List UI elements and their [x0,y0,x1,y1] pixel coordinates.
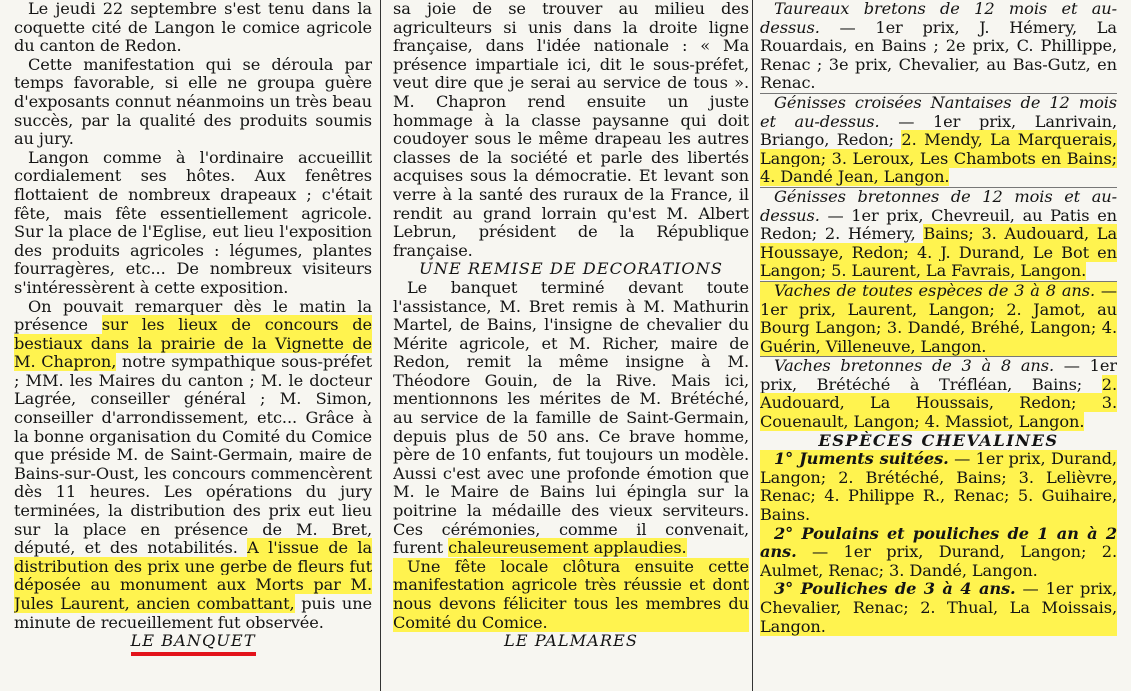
prize-entry: Vaches de toutes espèces de 3 à 8 ans. — 1er prix, Laurent, Langon; 2. Jamot, au Bourg Langon; 3. Dandé, Bréhé, Langon; 4. Guérin, Villeneuve, Langon. [760,280,1117,356]
prize-entry: Génisses croisées Nantaises de 12 mois et au-dessus. — 1er prix, Lanrivain, Briango, Redon; 2. Mendy, La Marquerais, Langon; 3. Leroux, Les Chambots en Bains; 4. Dandé Jean, Langon. [760,92,1117,187]
heading-banquet: LE BANQUET [14,632,372,651]
heading-decorations: UNE REMISE DE DECORATIONS [419,259,723,279]
heading-chevalines: ESPÈCES CHEVALINES [818,430,1059,450]
highlight-applause: chaleureusement applaudies. [448,538,687,558]
paragraph-speech: sa joie de se trouver au milieu des agriculteurs si unis dans la droite ligne française, dans l'idée nationale : « Ma présence impartiale ici, dit le sous-préfet, veut dire que je serai au service de tous ». M. Chapron rend ensuite un juste hommage à la classe paysanne qui doit coudoyer sous le même drapeau les autres classes de la société et parle des libertés acquises sous la démocratie. Et levant son verre à la santé des ruraux de la France, il rendit au grand lorrain qu'est M. Albert Lebrun, président de la République française. [393,0,749,260]
prize-entry: Taureaux bretons de 12 mois et au-dessus. — 1er prix, J. Hémery, La Rouardais, en Bains ; 2e prix, C. Phillippe, Renac ; 3e prix, Chevalier, au Bas-Gutz, en Renac. [760,0,1117,93]
column-2 [393,0,749,691]
paragraph-decorations: Le banquet terminé devant toute l'assistance, M. Bret remis à M. Mathurin Martel, de Bains, l'insigne de chevalier du Mérite agricole, et M. Richer, maire de Redon, remit la même insigne à M. Théodore Gouin, de la Rive. Mais ici, mentionnons les mérites de M. Brétéché, au service de la famille de Saint-Germain, depuis plus de 50 ans. Ce brave homme, père de 10 enfants, fut toujours un modèle. Aussi c'est avec une profonde émotion que M. le Maire de Bains lui épingla sur la poitrine la médaille des vieux serviteurs. Ces cérémonies, comme il convenait, furent chaleureusement applaudies. [393,277,749,558]
column-divider [752,0,753,691]
column-divider [380,0,381,691]
paragraph-presence: On pouvait remarquer dès le matin la présence sur les lieux de concours de bestiaux dans la prairie de la Vignette de M. Chapron, notre sympathique sous-préfet ; MM. les Maires du canton ; M. le docteur Lagrée, conseiller général ; M. Simon, conseiller d'arrondissement, etc... Grâce à la bonne organisation du Comité du Comice que préside M. de Saint-Germain, maire de Bains-sur-Oust, les concours commencèrent dès 11 heures. Les opérations du jury terminées, la distribution des prix eut lieu sur la place en présence de M. Bret, député, et des notabilités. A l'issue de la distribution des prix une gerbe de fleurs fut déposée au monument aux Morts par M. Jules Laurent, ancien combattant, puis une minute de recueillement fut observée. [14,296,372,632]
paragraph-fete: Une fête locale clôtura ensuite cette manifestation agricole très réussie et dont nous devons féliciter tous les membres du Comité du Comice. [393,556,749,632]
paragraph-intro: Le jeudi 22 septembre s'est tenu dans la coquette cité de Langon le comice agricole du canton de Redon. [14,0,372,56]
prize-entry: 2° Poulains et pouliches de 1 an à 2 ans. — 1er prix, Durand, Langon; 2. Aulmet, Renac; 3. Dandé, Langon. [760,523,1117,580]
prize-entry: 1° Juments suitées. — 1er prix, Durand, Langon; 2. Brétéché, Bains; 3. Lelièvre, Renac; 4. Philippe R., Renac; 5. Guihaire, Bains. [760,449,1117,525]
column-1 [14,0,372,691]
prize-entry: Génisses bretonnes de 12 mois et au-dessus. — 1er prix, Chevreuil, au Patis en Redon; 2. Hémery, Bains; 3. Audouard, La Houssaye, Redon; 4. J. Durand, Le Bot en Langon; 5. Laurent, La Favrais, Langon. [760,186,1117,281]
paragraph-event: Cette manifestation qui se déroula par temps favorable, si elle ne groupa guère d'exposants connut néanmoins un très beau succès, par la qualité des produits soumis au jury. [14,54,372,149]
column-3 [760,0,1117,691]
highlight-wreath: A l'issue de la distribution des prix une gerbe de fleurs fut déposée au monument aux Morts par M. Jules Laurent, ancien combattant, [14,538,372,613]
highlight-location: sur les lieux de concours de bestiaux dans la prairie de la Vignette de M. Chapron, [14,315,372,372]
prize-entry: 3° Pouliches de 3 à 4 ans. — 1er prix, Chevalier, Renac; 2. Thual, La Moissais, Langon. [760,579,1117,636]
heading-palmares: LE PALMARES [504,631,638,651]
prize-entry: Vaches bretonnes de 3 à 8 ans. — 1er prix, Brétéché à Tréfléan, Bains; 2. Audouard, La Houssais, Redon; 3. Couenault, Langon; 4. Massiot, Langon. [760,356,1117,432]
paragraph-langon: Langon comme à l'ordinaire accueillit cordialement ses hôtes. Aux fenêtres flottaient de nombreux drapeaux ; c'était fête, mais fête essentiellement agricole. Sur la place de l'Eglise, eut lieu l'exposition des produits agricoles : légumes, plantes fourragères, etc... De nombreux visiteurs s'intéressèrent à cette exposition. [14,147,372,297]
